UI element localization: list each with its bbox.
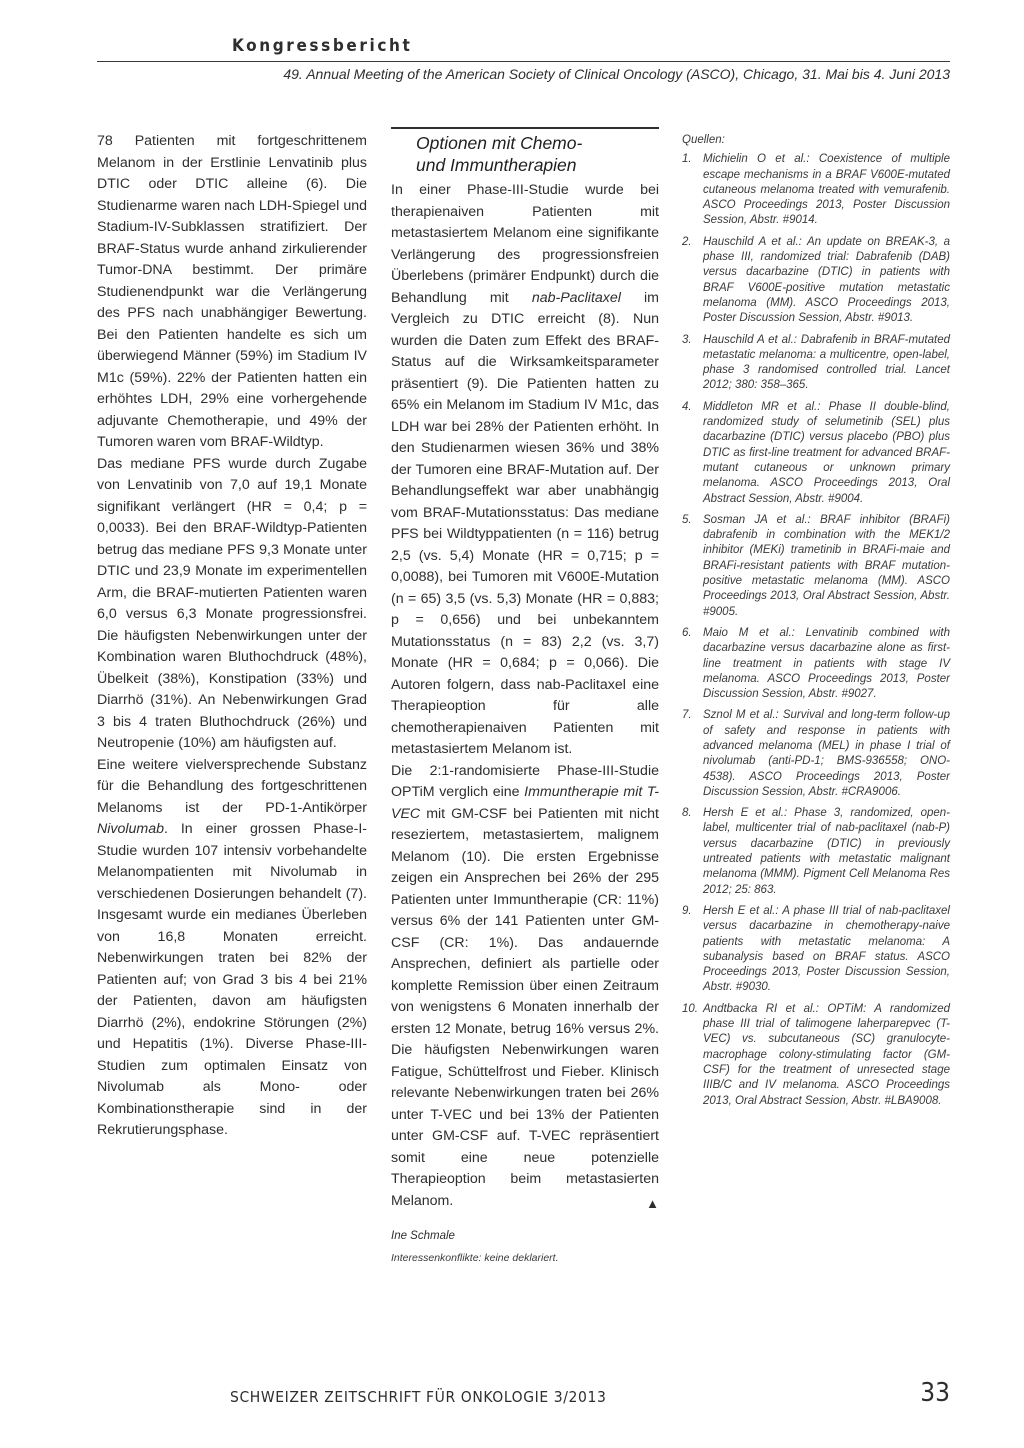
- text-span: im Vergleich zu DTIC erreicht (8). Nun wurden die Daten zum Effekt des BRAF-Status auf die Wirksamkeitsparameter präsentiert (9). Die Patienten hatten zu 65% ein Melanom im Stadium IV M1c, das LDH war bei 28% der Patienten erhöht. In den Studienarmen wiesen 36% und 38% der Tumoren eine BRAF-Mutation auf. Der Behandlungseffekt war aber unabhängig vom BRAF-Mutationsstatus: Das mediane PFS bei Wildtyppatienten (n = 116) betrug 2,5 (vs. 5,4) Monate (HR = 0,715; p = 0,0088), bei Tumoren mit V600E-Mutation (n = 65) 3,5 (vs. 5,3) Monate (HR = 0,883; p = 0,656) und bei unbekanntem Mutationsstatus (n = 83) 2,2 (vs. 3,7) Monate (HR = 0,684; p = 0,066). Die Autoren folgern, dass nab-Paclitaxel eine Therapieoption für alle chemotherapienaiven Patienten mit metastasiertem Melanom ist.: [391, 289, 659, 757]
- article-column-1: [97, 131, 367, 1142]
- heading-line: und Immuntherapien: [416, 155, 577, 175]
- references-list: [682, 152, 950, 1109]
- drug-name-italic: nab-Paclitaxel: [531, 289, 621, 306]
- reference-number: 9.: [682, 904, 692, 917]
- references-title: Quellen:: [682, 134, 725, 146]
- reference-text: Michielin O et al.: Coexistence of multiple escape mechanisms in a BRAF V600E-mutated cutaneous melanoma treated with vemurafenib. ASCO Proceedings 2013, Poster Discussion Session, Abstr. #9014.: [703, 153, 950, 227]
- reference-number: 10.: [682, 1002, 698, 1015]
- paragraph: [391, 180, 659, 761]
- reference-number: 3.: [682, 333, 692, 346]
- reference-text: Hersh E et al.: Phase 3, randomized, open-label, multicenter trial of nab-paclitaxel (nab-P) versus dacarbazine (DTIC) in previously untreated patients with metastatic malignant melanoma (MMM). Pigment Cell Melanoma Res 2012; 25: 863.: [703, 807, 950, 896]
- references-column: [682, 133, 950, 1115]
- reference-text: Hauschild A et al.: An update on BREAK-3, a phase III, randomized trial: Dabrafenib (DAB) versus dacarbazine (DTIC) in patients with BRAF V600E-positive mutation metastatic melanoma (MM). ASCO Proceedings 2013, Poster Discussion Session, Abstr. #9013.: [703, 235, 950, 325]
- reference-item: [682, 152, 950, 228]
- text-span: mit GM-CSF bei Patienten mit nicht reseziertem, metastasiertem, malignem Melanom (10). Die ersten Ergebnisse zeigen ein Ansprechen bei 26% der 295 Patienten unter Immuntherapie (CR: 11%) versus 6% der 141 Patienten unter GM-CSF (CR: 1%). Das andauernde Ansprechen, definiert als partielle oder komplette Remission über einen Zeitraum von wenigstens 6 Monaten innerhalb der ersten 12 Monate, betrug 16% versus 2%. Die häufigsten Nebenwirkungen waren Fatigue, Schüttelfrost und Fieber. Klinisch relevante Nebenwirkungen traten bei 26% unter T-VEC und bei 13% der Patienten unter GM-CSF auf. T-VEC repräsentiert somit eine neue potenzielle Therapieoption beim metastasierten Melanom.: [391, 805, 659, 1209]
- header-divider: [97, 61, 950, 62]
- reference-text: Hauschild A et al.: Dabrafenib in BRAF-mutated metastatic melanoma: a multicentre, open-label, phase 3 randomised controlled trial. Lancet 2012; 380: 358–365.: [703, 333, 950, 392]
- reference-item: [682, 708, 950, 800]
- reference-item: [682, 513, 950, 620]
- article-column-2: [391, 132, 659, 1248]
- author-name: Ine Schmale: [391, 1230, 455, 1242]
- reference-item: [682, 235, 950, 327]
- drug-name-italic: Nivolumab: [97, 821, 165, 837]
- reference-number: 2.: [682, 235, 692, 248]
- text-span: In einer Phase-III-Studie wurde bei therapienaiven Patienten mit metastasiertem Melanom eine signifikante Verlängerung des progressionsfreien Überlebens (primärer Endpunkt) durch die Behandlung mit: [391, 182, 659, 306]
- therapy-italic: Immuntherapie mit T-VEC: [391, 784, 659, 822]
- reference-text: Sznol M et al.: Survival and long-term follow-up of safety and response in patients with advanced melanoma (MEL) in phase I trial of nivolumab (anti-PD-1; BMS-936558; ONO-4538). ASCO Proceedings 2013, Poster Discussion Session, Abstr. #CRA9006.: [703, 709, 950, 798]
- section-heading-rule: [391, 127, 659, 129]
- text-span: . In einer grossen Phase-I-Studie wurden 107 intensiv vorbehandelte Melanompatienten mit Nivolumab in verschiedenen Dosierungen behandelt (7). Insgesamt wurde ein medianes Überleben von 16,8 Monaten erreicht. Nebenwirkungen traten bei 82% der Patienten auf; von Grad 3 bis 4 bei 21% der Patienten, davon am häufigsten Diarrhö (2%), endokrine Störungen (2%) und Hepatitis (1%). Diverse Phase-III-Studien zum optimalen Einsatz von Nivolumab als Mono- oder Kombinationstherapie sind in der Rekrutierungsphase.: [97, 821, 367, 1138]
- reference-text: Middleton MR et al.: Phase II double-blind, randomized study of selumetinib (SEL) plus dacarbazine (DTIC) versus placebo (PBO) plus DTIC as first-line treatment for advanced BRAF-mutant cutaneous or unknown primary melanoma. ASCO Proceedings 2013, Oral Abstract Session, Abstr. #9004.: [703, 400, 950, 505]
- paragraph: [391, 761, 659, 1213]
- reference-item: [682, 626, 950, 702]
- journal-footer: SCHWEIZER ZEITSCHRIFT FÜR ONKOLOGIE 3/2013: [230, 1388, 607, 1406]
- reference-number: 8.: [682, 807, 692, 820]
- reference-number: 7.: [682, 709, 692, 722]
- reference-text: Maio M et al.: Lenvatinib combined with dacarbazine versus dacarbazine alone as first-line treatment in patients with stage IV melanoma. ASCO Proceedings 2013, Poster Discussion Session, Abstr. #9027.: [703, 626, 950, 701]
- text-span: Eine weitere vielversprechende Substanz für die Behandlung des fortgeschrittenen Melanoms ist der PD-1-Antikörper: [97, 756, 367, 816]
- paragraph: [97, 755, 367, 1142]
- reference-text: Sosman JA et al.: BRAF inhibitor (BRAFi) dabrafenib in combination with the MEK1/2 inhibitor (MEKi) trametinib in BRAFi-maie and BRAFi-resistant patients with BRAF mutation-positive metastatic melanoma (MM). ASCO Proceedings 2013, Oral Abstract Session, Abstr. #9005.: [703, 513, 950, 618]
- reference-text: Andtbacka RI et al.: OPTiM: A randomized phase III trial of talimogene laherparepvec (T-VEC) vs. subcutaneous (SC) granulocyte-macrophage colony-stimulating factor (GM-CSF) for the treatment of unresected stage IIIB/C and IV melanoma. ASCO Proceedings 2013, Oral Abstract Session, Abstr. #LBA9008.: [703, 1002, 950, 1107]
- reference-item: [682, 1002, 950, 1109]
- reference-number: 6.: [682, 626, 692, 639]
- reference-item: [682, 806, 950, 898]
- section-heading: [416, 132, 659, 176]
- page-number: 33: [920, 1378, 950, 1408]
- reference-item: [682, 904, 950, 996]
- reference-number: 4.: [682, 400, 692, 413]
- end-of-article-mark: ▲: [646, 1195, 659, 1211]
- reference-number: 1.: [682, 153, 692, 166]
- heading-line: Optionen mit Chemo-: [416, 133, 583, 153]
- conflict-of-interest-note: Interessenkonflikte: keine deklariert.: [391, 1252, 559, 1264]
- reference-number: 5.: [682, 513, 692, 526]
- text-span: Die 2:1-randomisierte Phase-III-Studie OPTiM verglich eine: [391, 762, 659, 800]
- reference-item: [682, 333, 950, 394]
- paragraph: 78 Patienten mit fortgeschrittenem Melanom in der Erstlinie Lenvatinib plus DTIC oder DTIC alleine (6). Die Studienarme waren nach LDH-Spiegel und Stadium-IV-Subklassen stratifiziert. Der BRAF-Status wurde anhand zirkulierender Tumor-DNA bestimmt. Der primäre Studienendpunkt war die Verlängerung des PFS nach unabhängiger Bewertung. Bei den Patienten handelte es sich um überwiegend Männer (59%) im Stadium IV M1c (59%). 22% der Patienten hatten ein erhöhtes LDH, 29% eine vorhergehende adjuvante Chemotherapie, und 49% der Tumoren waren vom BRAF-Wildtyp.: [97, 133, 367, 450]
- section-title: Kongressbericht: [232, 36, 413, 56]
- reference-item: [682, 400, 950, 507]
- paragraph: Das mediane PFS wurde durch Zugabe von Lenvatinib von 7,0 auf 19,1 Monate signifikant verlängert (HR = 0,4; p = 0,0033). Bei den BRAF-Wildtyp-Patienten betrug das mediane PFS 9,3 Monate unter DTIC und 23,9 Monate im experimentellen Arm, die BRAF-mutierten Patienten waren 6,0 versus 6,3 Monate progressionsfrei. Die häufigsten Nebenwirkungen unter der Kombination waren Bluthochdruck (48%), Übelkeit (38%), Konstipation (33%) und Diarrhö (31%). An Nebenwirkungen Grad 3 bis 4 traten Bluthochdruck (26%) und Neutropenie (10%) am häufigsten auf.: [97, 455, 367, 751]
- reference-text: Hersh E et al.: A phase III trial of nab-paclitaxel versus dacarbazine in chemotherapy-naive patients with metastatic melanoma: A subanalysis based on BRAF status. ASCO Proceedings 2013, Poster Discussion Session, Abstr. #9030.: [703, 904, 950, 994]
- meeting-subtitle: 49. Annual Meeting of the American Society of Clinical Oncology (ASCO), Chicago, 31. Mai bis 4. Juni 2013: [283, 66, 950, 82]
